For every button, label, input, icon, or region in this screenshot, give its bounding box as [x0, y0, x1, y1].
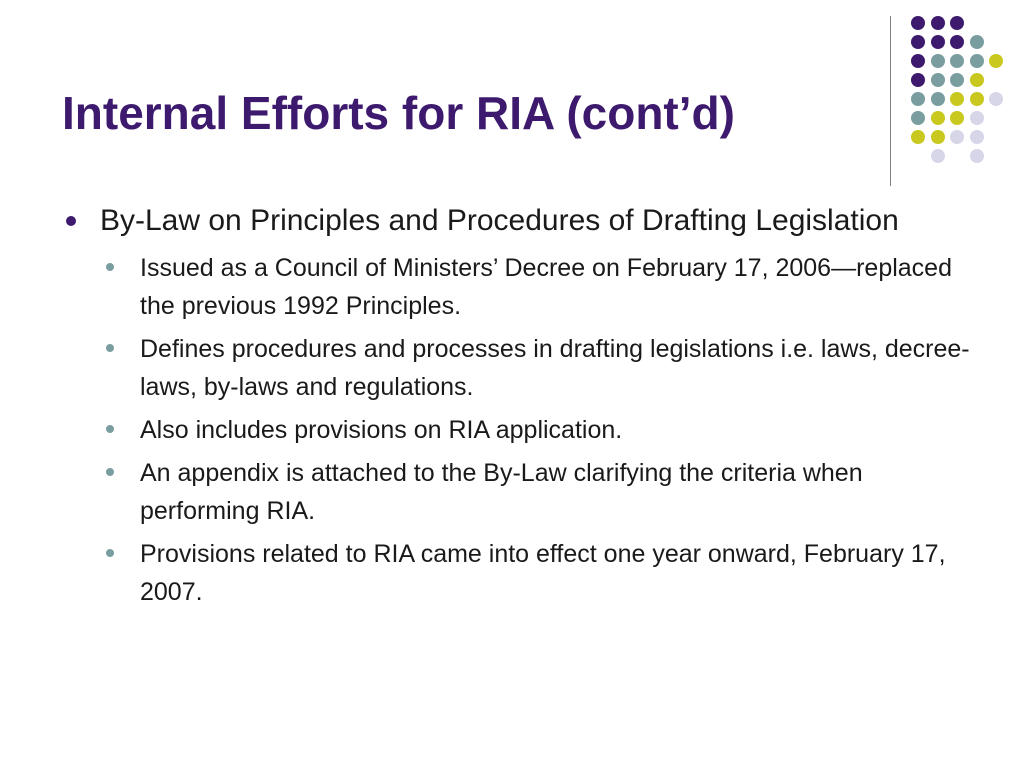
sub-bullet-dot-icon [106, 263, 114, 271]
decorative-dot [950, 35, 964, 49]
sub-bullet-text: An appendix is attached to the By-Law clarifying the criteria when performing RIA. [140, 459, 863, 525]
decorative-dot [911, 35, 925, 49]
decorative-dot [931, 73, 945, 87]
decorative-dot [970, 92, 984, 106]
decorative-dot [911, 73, 925, 87]
decorative-dot [950, 130, 964, 144]
decorative-dot [931, 149, 945, 163]
decorative-dot [970, 130, 984, 144]
sub-bullet-text: Issued as a Council of Ministers’ Decree on February 17, 2006—replaced the previous 1992 Principles. [140, 254, 952, 320]
sub-bullet-item [62, 535, 982, 611]
bullet-content [62, 200, 982, 616]
sub-bullet-dot-icon [106, 425, 114, 433]
decorative-dot [970, 35, 984, 49]
decorative-dot [931, 130, 945, 144]
decorative-dot [950, 54, 964, 68]
decorative-dot [950, 16, 964, 30]
decorative-dot [931, 35, 945, 49]
sub-bullet-text: Provisions related to RIA came into effect one year onward, February 17, 2007. [140, 540, 946, 606]
decorative-dot [970, 73, 984, 87]
decorative-dot [911, 92, 925, 106]
sub-bullet-dot-icon [106, 468, 114, 476]
decorative-dot [950, 73, 964, 87]
decorative-dot [911, 111, 925, 125]
sub-bullet-item [62, 330, 982, 406]
bullet-dot-icon [66, 216, 76, 226]
decorative-dot [989, 54, 1003, 68]
decorative-dot [931, 111, 945, 125]
decorative-dot [950, 92, 964, 106]
sub-bullet-dot-icon [106, 344, 114, 352]
sub-bullet-dot-icon [106, 549, 114, 557]
decorative-dot [911, 16, 925, 30]
sub-bullet-text: Also includes provisions on RIA application. [140, 416, 623, 444]
decorative-dot [970, 111, 984, 125]
decorative-dot [950, 111, 964, 125]
sub-bullet-item [62, 411, 982, 449]
decorative-dot [931, 54, 945, 68]
decorative-dot [970, 149, 984, 163]
decorative-dot-grid [0, 0, 1024, 200]
decorative-dot [911, 54, 925, 68]
bullet-level1 [62, 200, 982, 241]
sub-bullet-item [62, 454, 982, 530]
bullet-level1-text: By-Law on Principles and Procedures of Drafting Legislation [100, 204, 899, 237]
decorative-dot [970, 54, 984, 68]
decorative-dot [931, 92, 945, 106]
decorative-dot [931, 16, 945, 30]
decorative-dot [989, 92, 1003, 106]
sub-bullet-list [62, 249, 982, 611]
sub-bullet-item [62, 249, 982, 325]
slide-title: Internal Efforts for RIA (cont’d) [62, 87, 735, 139]
sub-bullet-text: Defines procedures and processes in drafting legislations i.e. laws, decree-laws, by-laws and regulations. [140, 335, 970, 401]
decorative-dot [911, 130, 925, 144]
